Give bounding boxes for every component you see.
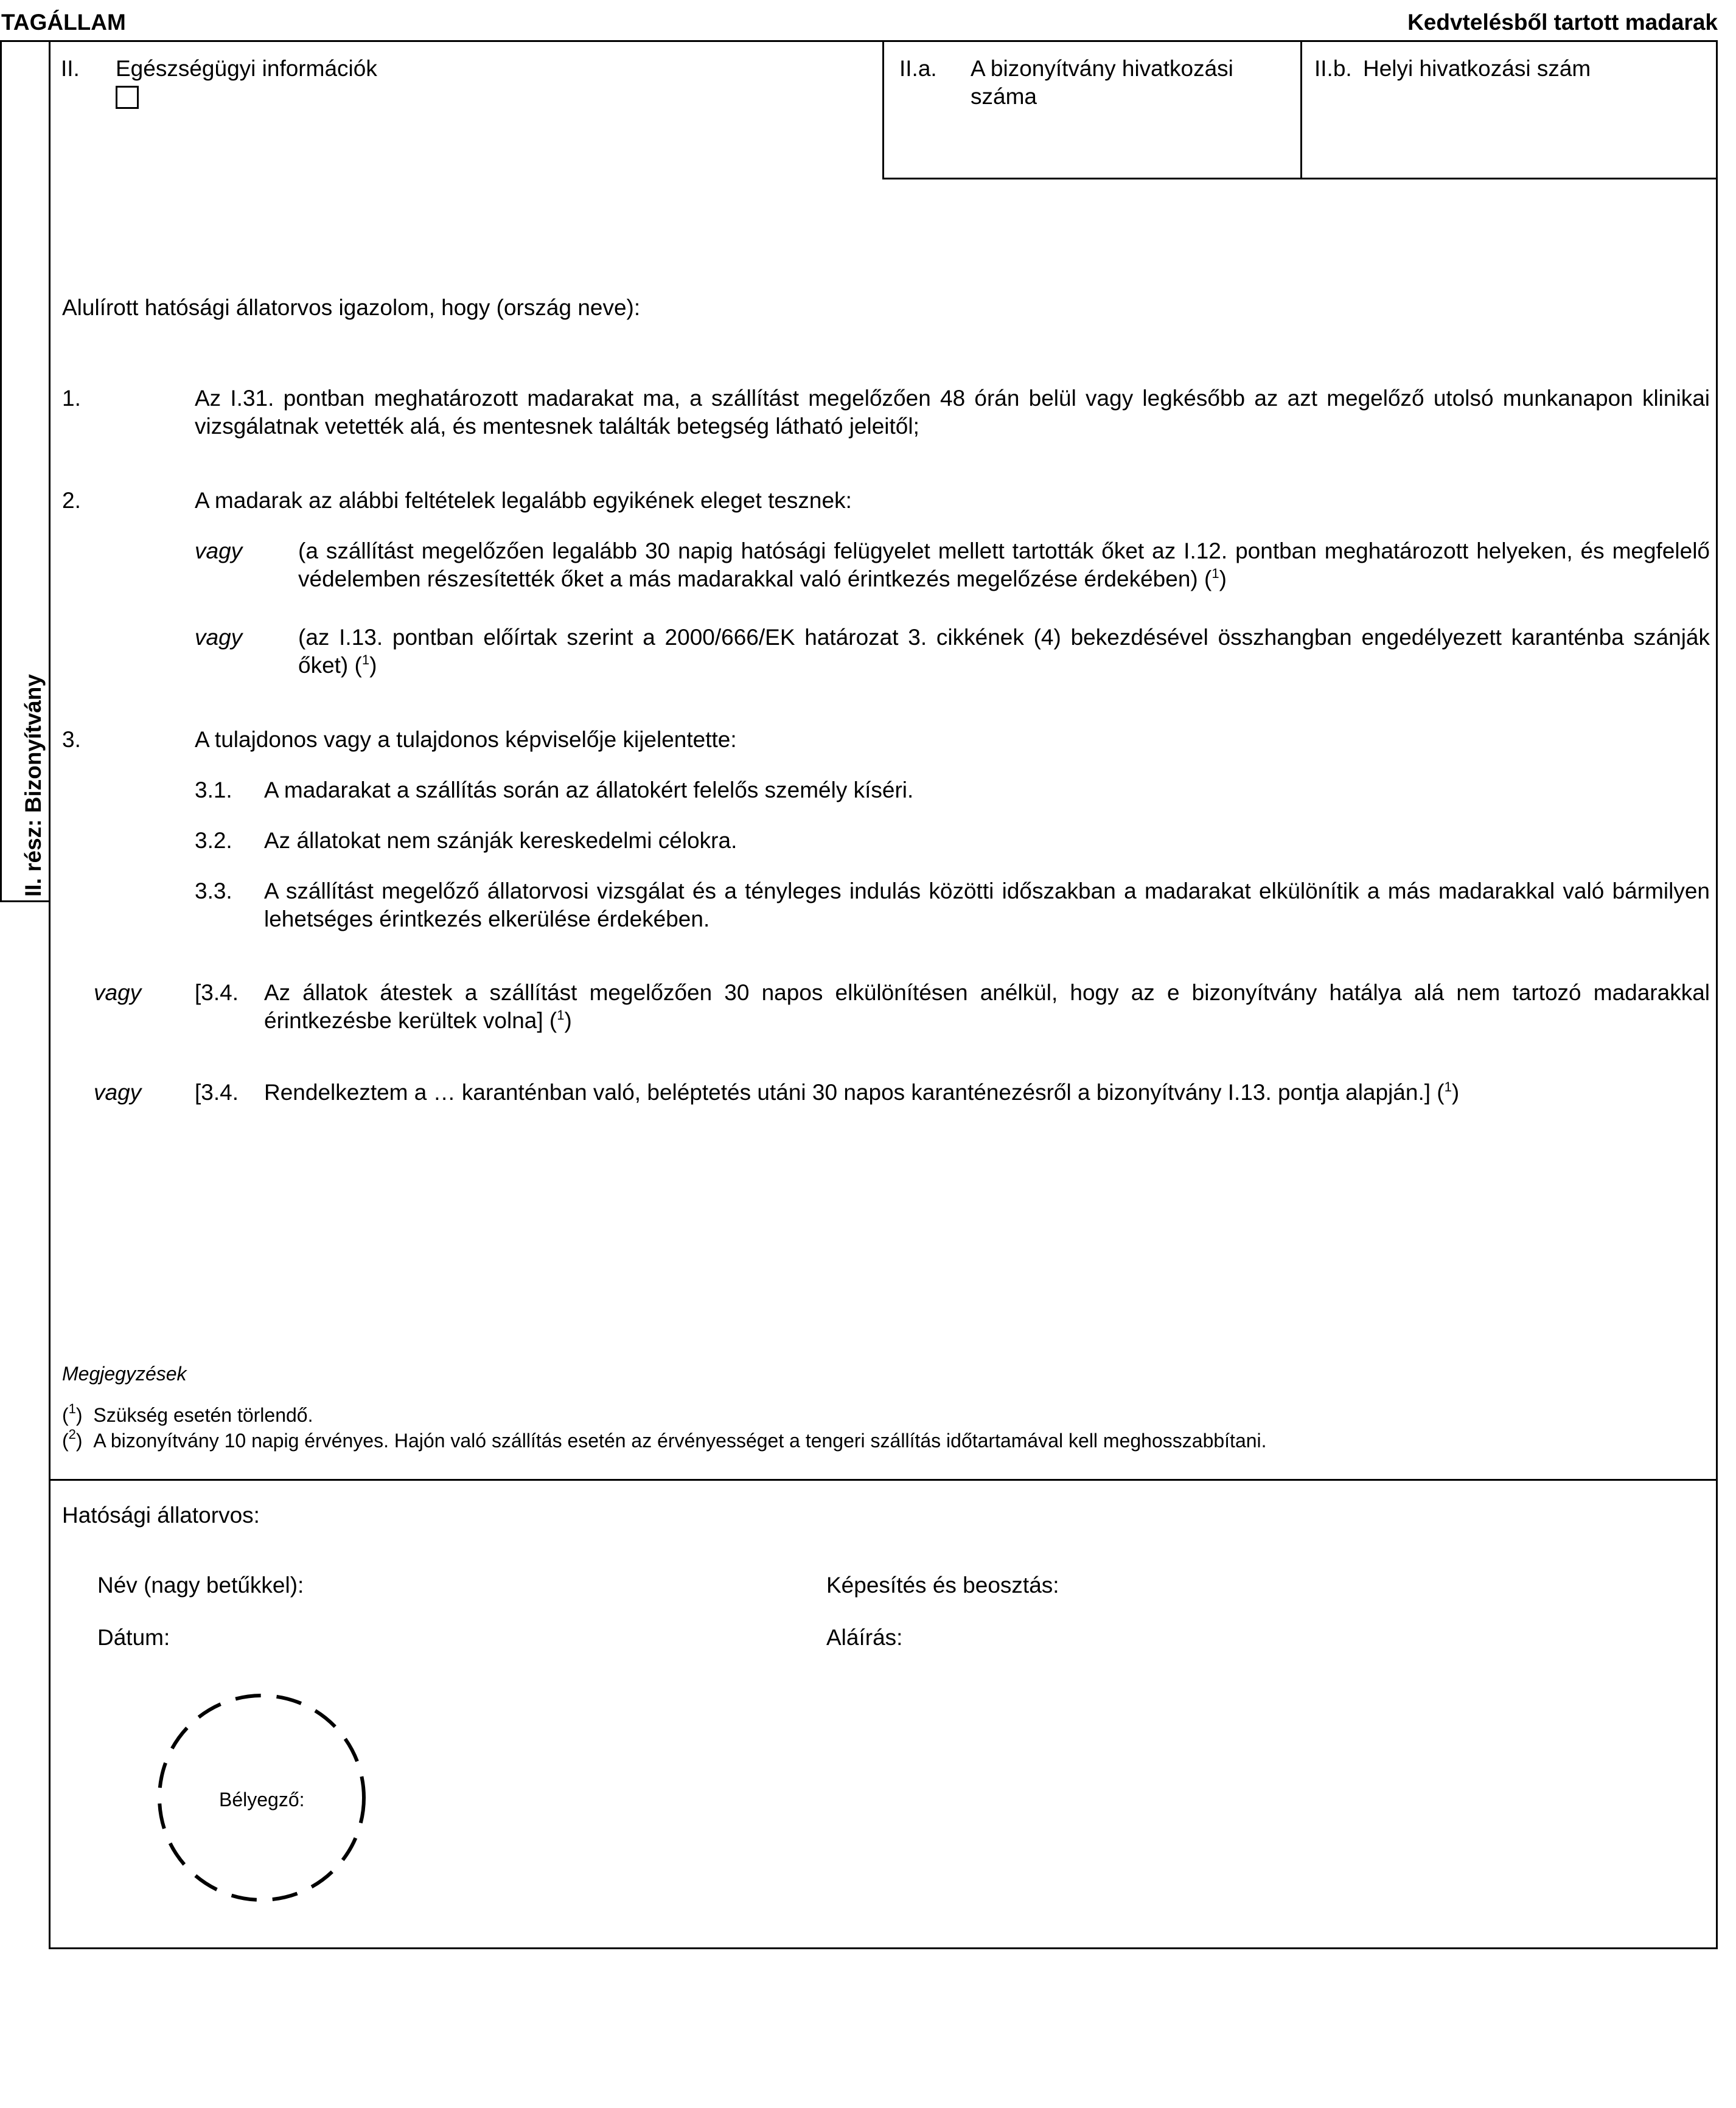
official-vet-label: Hatósági állatorvos: [62,1503,260,1528]
top-cells-divider-2 [1300,40,1302,179]
item-3-3-number: 3.3. [195,878,232,903]
ref-number-label-line2: száma [971,84,1037,109]
note-1: ($^1$) Szükség esetén törlendő. [62,1401,313,1426]
item-3-4a-text: Az állatok átestek a szállítást megelőzően 30 napos elkülönítésen anélkül, hogy az e bizonyítvány hatálya alá nem tartozó madarakkal érintkezésbe kerültek volna] ($^1$) [264,980,1710,1033]
frame-bottom [49,1947,1718,1949]
item-3-text: A tulajdonos vagy a tulajdonos képviselője kijelentette: [195,727,737,752]
frame-left-inner [49,40,51,1949]
frame-top [0,40,1718,42]
item-3-4b-number: [3.4. [195,1080,239,1105]
frame-right [1716,40,1718,1949]
item-3-4a-number: [3.4. [195,980,239,1005]
health-info-number: II. [61,56,80,81]
note-2: ($^2$) A bizonyítvány 10 napig érvényes. Hajón való szállítás esetén az érvényességet a tengeri szállítás időtartamával kell meghosszabbítani. [62,1427,1267,1452]
option-2-text: (az I.13. pontban előírtak szerint a 2000/666/EK határozat 3. cikkének (4) bekezdésével összhangban engedélyezett karanténba szánják őket) ($^1$) [298,625,1710,678]
item-3-4b-text: Rendelkeztem a … karanténban való, beléptetés utáni 30 napos karanténezésről a bizonyítvány I.13. pontja alapján.] ($^1$) [264,1079,1460,1105]
side-label: II. rész: Bizonyítvány [21,674,46,897]
health-info-checkbox[interactable] [116,86,139,109]
health-info-label: Egészségügyi információk [116,56,377,81]
stamp-label: Bélyegző: [219,1789,305,1811]
frame-side-bottom [0,900,50,902]
certificate-title: Kedvtelésből tartott madarak [1407,10,1718,35]
item-3-number: 3. [62,727,81,752]
option-2-vagy: vagy [195,625,243,650]
item-3-4b-vagy: vagy [94,1080,142,1105]
item-1-number: 1. [62,386,81,411]
item-3-3-text: A szállítást megelőző állatorvosi vizsgálat és a tényleges indulás közötti időszakban a madarakat elkülönítik a más madarakkal való bármilyen lehetséges érintkezés elkerülése érdekében. [264,878,1710,931]
item-2-text: A madarak az alábbi feltételek legalább egyikének eleget tesznek: [195,488,852,513]
item-1-text: Az I.31. pontban meghatározott madarakat ma, a szállítást megelőzően 48 órán belül vagy legkésőbb az azt megelőző utolsó munkanapon klinikai vizsgálatnak vetették alá, és mentesnek találták betegség látható jeleitől; [195,386,1710,439]
frame-left-outer [0,40,2,902]
item-3-1-number: 3.1. [195,777,232,802]
date-label: Dátum: [97,1625,170,1650]
intro-statement: Alulírott hatósági állatorvos igazolom, hogy (ország neve): [62,295,641,320]
item-3-2-text: Az állatokat nem szánják kereskedelmi célokra. [264,828,737,853]
top-cells-bottom [882,178,1718,179]
notes-title: Megjegyzések [62,1363,187,1385]
item-3-4a-vagy: vagy [94,980,142,1005]
member-state-label: TAGÁLLAM [1,10,126,35]
item-3-1-text: A madarakat a szállítás során az állatokért felelős személy kíséri. [264,777,914,802]
ref-number-label-prefix: II.a. [899,56,937,81]
local-ref-label: Helyi hivatkozási szám [1363,56,1591,81]
local-ref-prefix: II.b. [1314,56,1352,81]
item-3-2-number: 3.2. [195,828,232,853]
name-label: Név (nagy betűkkel): [97,1573,304,1598]
option-1-text: (a szállítást megelőzően legalább 30 napig hatósági felügyelet mellett tartották őket az I.12. pontban meghatározott helyeken, és megfelelő védelemben részesítették őket a más madarakkal való érintkezés megelőzése érdekében) ($^1$) [298,538,1710,591]
signature-separator [49,1479,1718,1481]
option-1-vagy: vagy [195,538,243,563]
top-cells-divider-1 [882,40,884,179]
qualification-label: Képesítés és beosztás: [826,1573,1059,1598]
ref-number-label-line1: A bizonyítvány hivatkozási [971,56,1233,81]
item-2-number: 2. [62,488,81,513]
signature-label: Aláírás: [826,1625,903,1650]
